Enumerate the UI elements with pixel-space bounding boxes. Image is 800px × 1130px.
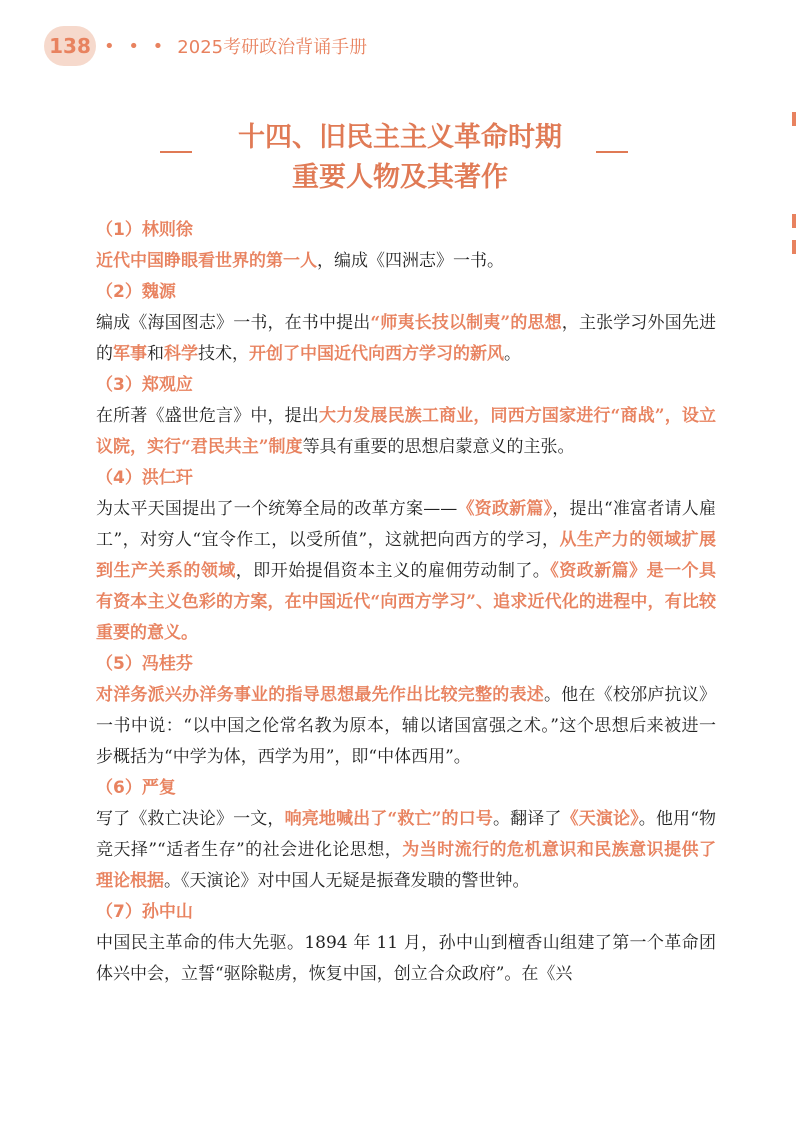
highlighted-text: 军事 bbox=[113, 344, 147, 364]
title-rule-right bbox=[596, 151, 628, 153]
section-paragraph bbox=[96, 680, 716, 773]
highlighted-text: 《天演论》 bbox=[561, 809, 639, 829]
body-text: 。翻译了 bbox=[492, 809, 562, 829]
section-heading: （2）魏源 bbox=[96, 282, 176, 302]
book-title: 2025考研政治背诵手册 bbox=[177, 37, 368, 58]
highlighted-text: 近代中国睁眼看世界的第一人 bbox=[96, 251, 317, 271]
section-paragraph bbox=[96, 401, 716, 463]
highlighted-text: 《资政新篇》 bbox=[457, 499, 553, 519]
section-paragraph bbox=[96, 308, 716, 370]
body-text: 。 bbox=[504, 344, 521, 364]
body-text: 。《天演论》对中国人无疑是振聋发聩的警世钟。 bbox=[164, 871, 530, 891]
page-edge-marks bbox=[784, 0, 800, 1130]
highlighted-text: “师夷长技以制夷”的思想 bbox=[370, 313, 562, 333]
highlighted-text: 大力发展民族工商业，同西方国家进行“商战”，设立议院，实行“君民共主”制度 bbox=[96, 406, 716, 457]
section-heading: （5）冯桂芬 bbox=[96, 654, 193, 674]
body-text: 技术， bbox=[198, 344, 249, 364]
header-dots: • • • bbox=[104, 35, 168, 57]
page-number: 138 bbox=[44, 26, 96, 66]
content-body bbox=[96, 215, 716, 990]
chapter-title-line2: 重要人物及其著作 bbox=[292, 162, 508, 193]
body-text: ，提出“准富者请人雇工”，对穷人“宜令作工，以受所值”，这就把向西方的学习， bbox=[96, 499, 716, 550]
section-heading: （1）林则徐 bbox=[96, 220, 193, 240]
section-paragraph bbox=[96, 246, 716, 277]
body-text: 在所著《盛世危言》中，提出 bbox=[96, 406, 319, 426]
highlighted-text: 为当时流行的危机意识和民族意识提供了理论根据 bbox=[96, 840, 716, 891]
highlighted-text: 响亮地喊出了“救亡”的口号 bbox=[284, 809, 493, 829]
section-paragraph bbox=[96, 804, 716, 897]
highlighted-text: 从生产力的领域扩展到生产关系的领域 bbox=[96, 530, 717, 581]
body-text: ，编成《四洲志》一书。 bbox=[317, 251, 504, 271]
chapter-title bbox=[150, 118, 650, 198]
highlighted-text: 开创了中国近代向西方学习的新风 bbox=[249, 344, 504, 364]
section-heading: （6）严复 bbox=[96, 778, 176, 798]
body-text: 。他在《校邠庐抗议》一书中说：“以中国之伦常名教为原本，辅以诸国富强之术。”这个思想后来被进一步概括为“中学为体，西学为用”，即“中体西用”。 bbox=[96, 685, 717, 767]
body-text: 。他用“物竞天择”“适者生存”的社会进化论思想， bbox=[96, 809, 717, 860]
highlighted-text: 科学 bbox=[164, 344, 198, 364]
title-rule-left bbox=[160, 151, 192, 153]
section-heading: （7）孙中山 bbox=[96, 902, 193, 922]
section-heading: （4）洪仁玕 bbox=[96, 468, 193, 488]
section-heading: （3）郑观应 bbox=[96, 375, 193, 395]
body-text: 等具有重要的思想启蒙意义的主张。 bbox=[302, 437, 575, 457]
highlighted-text: 对洋务派兴办洋务事业的指导思想最先作出比较完整的表述 bbox=[96, 685, 544, 705]
body-text: ，即开始提倡资本主义的雇佣劳动制了。 bbox=[235, 561, 551, 581]
body-text: 写了《救亡决论》一文， bbox=[96, 809, 285, 829]
highlighted-text: 《资政新篇》是一个具有资本主义色彩的方案，在中国近代“向西方学习”、追求近代化的进程中，有比较重要的意义。 bbox=[96, 561, 717, 643]
section-paragraph bbox=[96, 928, 716, 990]
body-text: ，主张学习外国先进的 bbox=[96, 313, 717, 364]
body-text: 中国民主革命的伟大先驱。1894 年 11 月，孙中山到檀香山组建了第一个革命团体兴中会，立誓“驱除鞑虏，恢复中国，创立合众政府”。在《兴 bbox=[96, 933, 716, 984]
body-text: 编成《海国图志》一书，在书中提出 bbox=[96, 313, 371, 333]
body-text: 为太平天国提出了一个统筹全局的改革方案—— bbox=[96, 499, 458, 519]
body-text: 和 bbox=[147, 344, 164, 364]
page-header bbox=[44, 26, 367, 66]
section-paragraph bbox=[96, 494, 716, 649]
chapter-title-line1: 十四、旧民主主义革命时期 bbox=[238, 122, 562, 153]
